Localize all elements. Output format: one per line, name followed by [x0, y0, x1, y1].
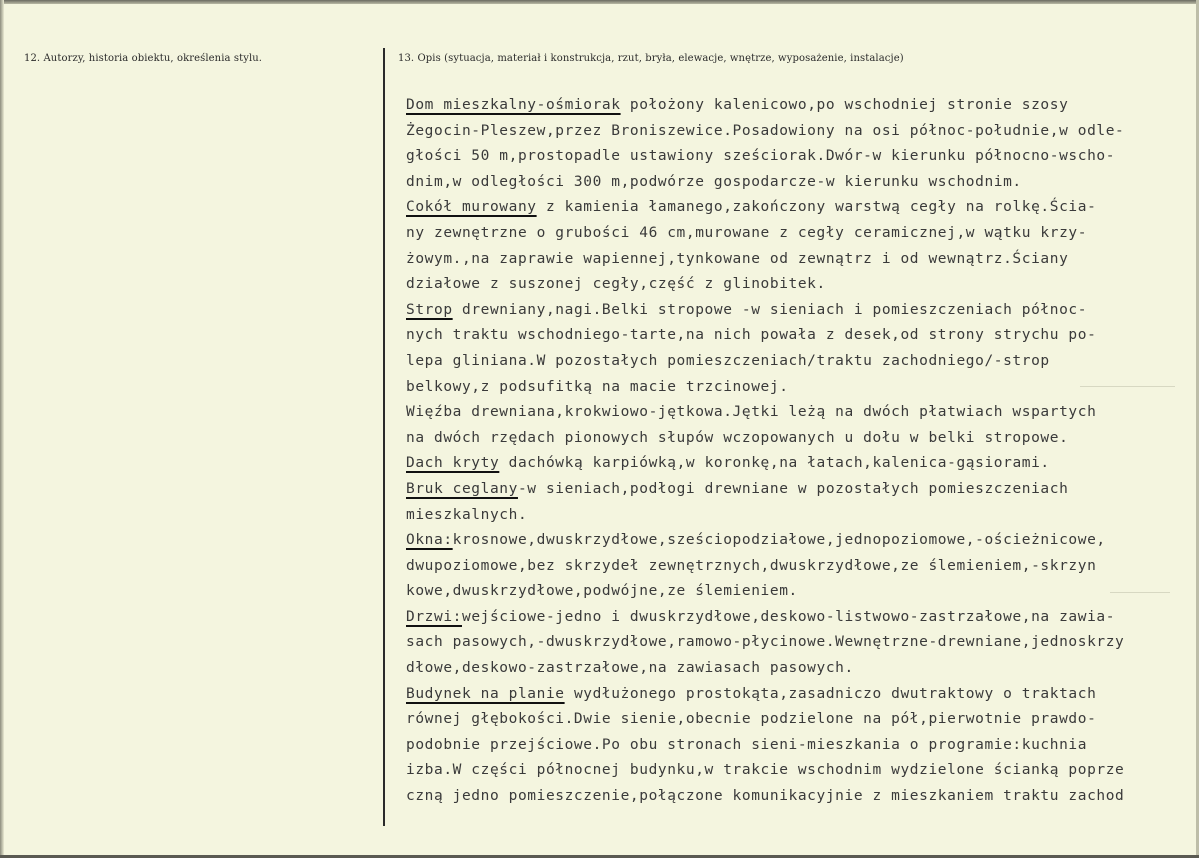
- underlined-term: Drzwi:: [406, 608, 462, 625]
- section-12-heading: 12. Autorzy, historia obiektu, określenia stylu.: [24, 53, 263, 64]
- text-line: [406, 451, 1186, 477]
- underlined-term: Strop: [406, 301, 453, 318]
- line-text: żowym.,na zaprawie wapiennej,tynkowane od zewnątrz i od wewnątrz.Ściany: [406, 250, 1069, 267]
- line-text: Więźba drewniana,krokwiowo-jętkowa.Jętki leżą na dwóch płatwiach wspartych: [406, 404, 1097, 421]
- left-border: [0, 0, 4, 858]
- text-line: [406, 656, 1186, 682]
- text-line: [406, 579, 1186, 605]
- underlined-term: Cokół murowany: [406, 199, 537, 216]
- text-line: [406, 503, 1186, 529]
- text-line: [406, 375, 1186, 401]
- text-line: [406, 195, 1186, 221]
- line-text: kowe,dwuskrzydłowe,podwójne,ze ślemieniem.: [406, 583, 798, 600]
- line-text: z kamienia łamanego,zakończony warstwą cegły na rolkę.Ścia-: [536, 199, 1097, 216]
- text-line: [406, 707, 1186, 733]
- underlined-term: Dom mieszkalny-ośmiorak: [406, 97, 621, 113]
- text-line: [406, 554, 1186, 580]
- text-line: [406, 298, 1186, 324]
- text-line: [406, 349, 1186, 375]
- line-text: krosnowe,dwuskrzydłowe,sześciopodziałowe,jednopoziomowe,-ościeżnicowe,: [452, 532, 1106, 549]
- text-line: [406, 323, 1186, 349]
- text-line: [406, 758, 1186, 784]
- line-text: głości 50 m,prostopadle ustawiony sześciorak.Dwór-w kierunku północno-wscho-: [406, 148, 1116, 165]
- line-text: sach pasowych,-dwuskrzydłowe,ramowo-płycinowe.Wewnętrzne-drewniane,jednoskrzy: [406, 634, 1125, 651]
- line-text: belkowy,z podsufitką na macie trzcinowej.: [406, 378, 789, 395]
- text-line: [406, 605, 1186, 631]
- text-line: [406, 400, 1186, 426]
- text-line: [406, 682, 1186, 708]
- text-line: [406, 477, 1186, 503]
- description-text: [406, 93, 1186, 810]
- line-text: Żegocin-Pleszew,przez Broniszewice.Posadowiony na osi północ-południe,w odle-: [406, 122, 1125, 139]
- text-line: [406, 247, 1186, 273]
- text-line: [406, 93, 1186, 119]
- text-line: [406, 221, 1186, 247]
- line-text: działowe z suszonej cegły,część z glinobitek.: [406, 276, 826, 293]
- text-line: [406, 170, 1186, 196]
- line-text: wydłużonego prostokąta,zasadniczo dwutraktowy o traktach: [564, 685, 1097, 702]
- text-line: [406, 528, 1186, 554]
- line-text: ny zewnętrzne o grubości 46 cm,murowane z cegły ceramicznej,w wątku krzy-: [406, 224, 1088, 241]
- line-text: mieszkalnych.: [406, 506, 528, 523]
- line-text: nych traktu wschodniego-tarte,na nich powała z desek,od strony strychu po-: [406, 327, 1097, 344]
- underlined-term: Dach kryty: [406, 455, 500, 472]
- line-text: -w sieniach,podłogi drewniane w pozostałych pomieszczeniach: [517, 480, 1069, 497]
- line-text: dwupoziomowe,bez skrzydeł zewnętrznych,dwuskrzydłowe,ze ślemieniem,-skrzyn: [406, 557, 1097, 574]
- text-line: [406, 630, 1186, 656]
- underlined-term: Budynek na planie: [406, 685, 565, 702]
- text-line: [406, 733, 1186, 759]
- text-line: [406, 272, 1186, 298]
- line-text: dłowe,deskowo-zastrzałowe,na zawiasach pasowych.: [406, 660, 854, 677]
- text-line: [406, 119, 1186, 145]
- underlined-term: Okna:: [406, 532, 453, 549]
- line-text: wejściowe-jedno i dwuskrzydłowe,deskowo-listwowo-zastrzałowe,na zawia-: [461, 608, 1116, 625]
- line-text: położony kalenicowo,po wschodniej stronie szosy: [620, 97, 1069, 113]
- line-text: podobnie przejściowe.Po obu stronach sieni-mieszkania o programie:kuchnia: [406, 736, 1088, 753]
- line-text: równej głębokości.Dwie sienie,obecnie podzielone na pół,pierwotnie prawdo-: [406, 711, 1097, 728]
- line-text: izba.W części północnej budynku,w trakcie wschodnim wydzielone ścianką poprze: [406, 762, 1125, 779]
- line-text: dnim,w odległości 300 m,podwórze gospodarcze-w kierunku wschodnim.: [406, 173, 1022, 190]
- text-line: [406, 144, 1186, 170]
- column-divider: [383, 48, 385, 826]
- line-text: lepa gliniana.W pozostałych pomieszczeniach/traktu zachodniego/-strop: [406, 352, 1050, 369]
- text-line: [406, 784, 1186, 810]
- line-text: drewniany,nagi.Belki stropowe -w sieniach i pomieszczeniach północ-: [452, 301, 1088, 318]
- line-text: dachówką karpiówką,w koronkę,na łatach,kalenica-gąsiorami.: [499, 455, 1050, 472]
- line-text: czną jedno pomieszczenie,połączone komunikacyjnie z mieszkaniem traktu zachod: [406, 788, 1125, 805]
- section-13-heading: 13. Opis (sytuacja, materiał i konstrukcja, rzut, bryła, elewacje, wnętrze, wyposażenie, instalacje): [398, 53, 904, 64]
- top-border: [0, 0, 1199, 4]
- line-text: na dwóch rzędach pionowych słupów wczopowanych u dołu w belki stropowe.: [406, 429, 1069, 446]
- text-line: [406, 426, 1186, 452]
- underlined-term: Bruk ceglany: [406, 480, 518, 497]
